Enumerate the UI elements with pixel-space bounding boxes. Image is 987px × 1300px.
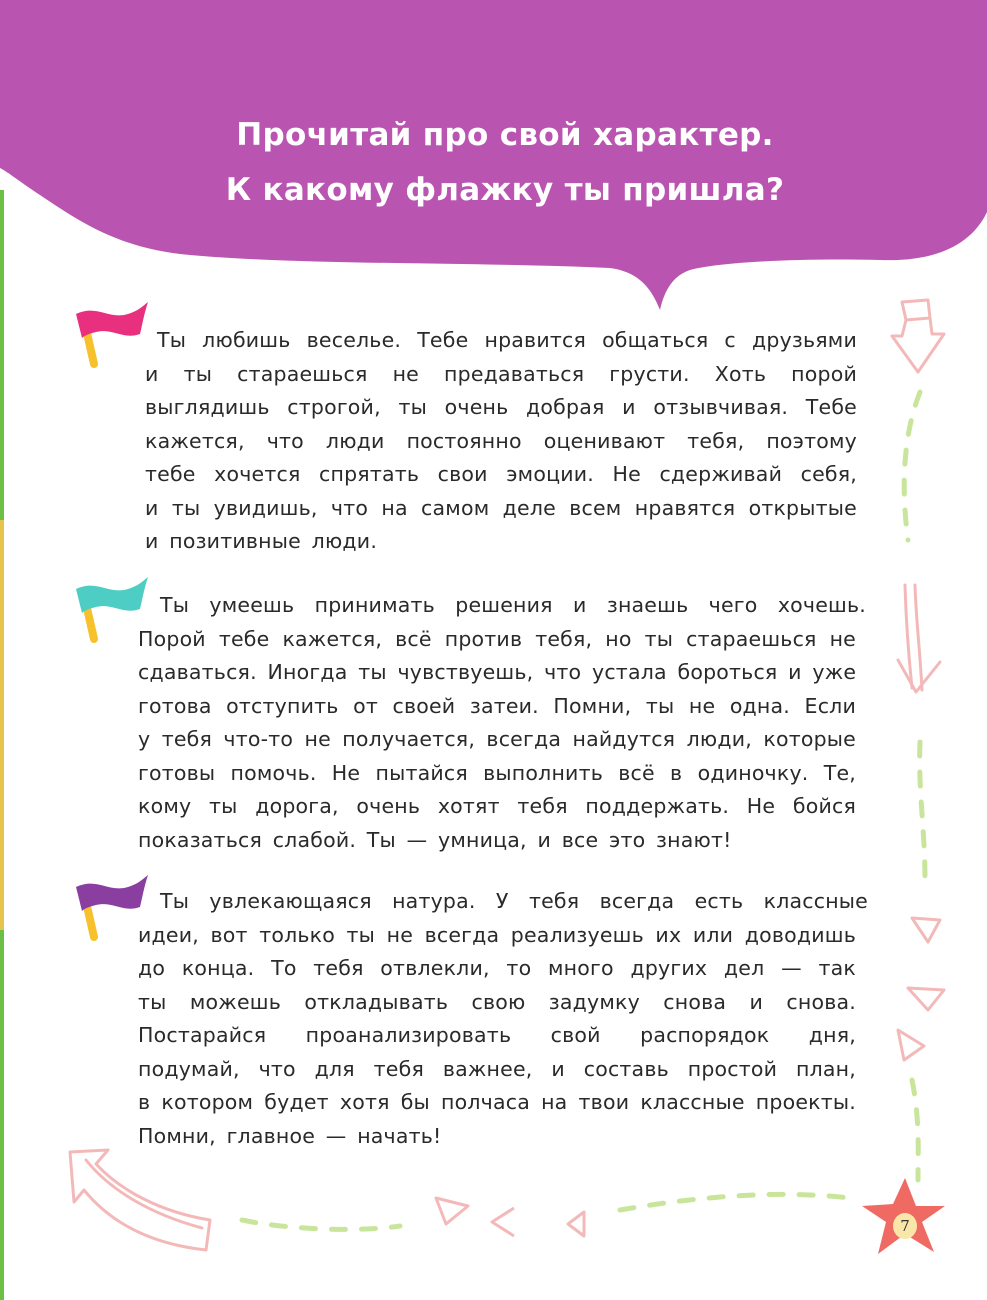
text-line: Постарайся проанализировать свой распорядок дня, bbox=[138, 1023, 856, 1047]
right-arrow-long-icon bbox=[898, 585, 940, 692]
right-arrow-down-outline-icon bbox=[892, 300, 944, 372]
text-line: и позитивные люди. bbox=[145, 529, 378, 553]
triangle-2-icon bbox=[908, 988, 944, 1010]
text-line: выглядишь строгой, ты очень добрая и отзывчивая. Тебе bbox=[145, 395, 857, 419]
text-line: ты можешь откладывать свою задумку снова и снова. bbox=[138, 989, 856, 1014]
bottom-curved-arrow-icon bbox=[70, 1150, 210, 1250]
bottom-triangle-1-icon bbox=[436, 1198, 468, 1224]
section-pink bbox=[145, 324, 857, 559]
text-line: готовы помочь. Не пытайся выполнить всё в одиночку. Те, bbox=[138, 760, 856, 785]
text-line: готова отступить от своей затеи. Помни, ты не одна. Если bbox=[138, 693, 856, 718]
left-edge-strip-green bbox=[0, 190, 4, 520]
triangle-3-icon bbox=[898, 1030, 924, 1060]
text-line: подумай, что для тебя важнее, и составь простой план, bbox=[138, 1056, 856, 1081]
text-line: у тебя что-то не получается, всегда найдутся люди, которые bbox=[138, 727, 856, 751]
page-title bbox=[170, 108, 840, 218]
bottom-dashed-line-1 bbox=[242, 1220, 400, 1229]
text-line: тебе хочется спрятать свои эмоции. Не сдерживай себя, bbox=[145, 462, 857, 486]
left-edge-strip-green-2 bbox=[0, 930, 4, 1300]
title-line-1: Прочитай про свой характер. bbox=[236, 117, 774, 153]
section-purple bbox=[138, 885, 868, 1153]
text-line: показаться слабой. Ты — умница, и все это знают! bbox=[138, 827, 732, 852]
text-line: и ты увидишь, что на самом деле всем нравятся открытые bbox=[145, 495, 857, 520]
right-dashed-line-2 bbox=[920, 742, 925, 880]
text-line: Порой тебе кажется, всё против тебя, но ты стараешься не bbox=[138, 626, 856, 651]
bottom-triangle-3-icon bbox=[568, 1212, 584, 1236]
left-edge-strip-yellow bbox=[0, 520, 4, 930]
bottom-dashed-line-2 bbox=[620, 1194, 850, 1210]
text-line: до конца. То тебя отвлекли, то много других дел — так bbox=[138, 956, 856, 980]
section-teal bbox=[138, 589, 866, 857]
text-line: Ты увлекающаяся натура. У тебя всегда есть классные bbox=[160, 889, 868, 913]
bottom-triangle-2-icon bbox=[492, 1208, 514, 1236]
text-line: Помни, главное — начать! bbox=[138, 1123, 442, 1148]
text-line: сдаваться. Иногда ты чувствуешь, что устала бороться и уже bbox=[138, 660, 857, 684]
text-line: кажется, что люди постоянно оценивают тебя, поэтому bbox=[145, 428, 857, 453]
right-dashed-line-1 bbox=[904, 392, 920, 540]
text-line: в котором будет хотя бы полчаса на твои классные проекты. bbox=[138, 1090, 856, 1114]
text-line: идеи, вот только ты не всегда реализуешь их или доводишь bbox=[138, 922, 856, 947]
text-line: и ты стараешься не предаваться грусти. Хоть порой bbox=[145, 361, 857, 386]
page-number: 7 bbox=[893, 1213, 917, 1239]
triangle-1-icon bbox=[912, 918, 940, 942]
text-line: Ты умеешь принимать решения и знаешь чего хочешь. bbox=[160, 593, 866, 617]
text-line: Ты любишь веселье. Тебе нравится общаться с друзьями bbox=[157, 328, 857, 352]
title-line-2: К какому флажку ты пришла? bbox=[225, 172, 785, 208]
right-dashed-line-3 bbox=[912, 1080, 918, 1180]
text-line: кому ты дорога, очень хотят тебя поддержать. Не бойся bbox=[138, 794, 856, 818]
